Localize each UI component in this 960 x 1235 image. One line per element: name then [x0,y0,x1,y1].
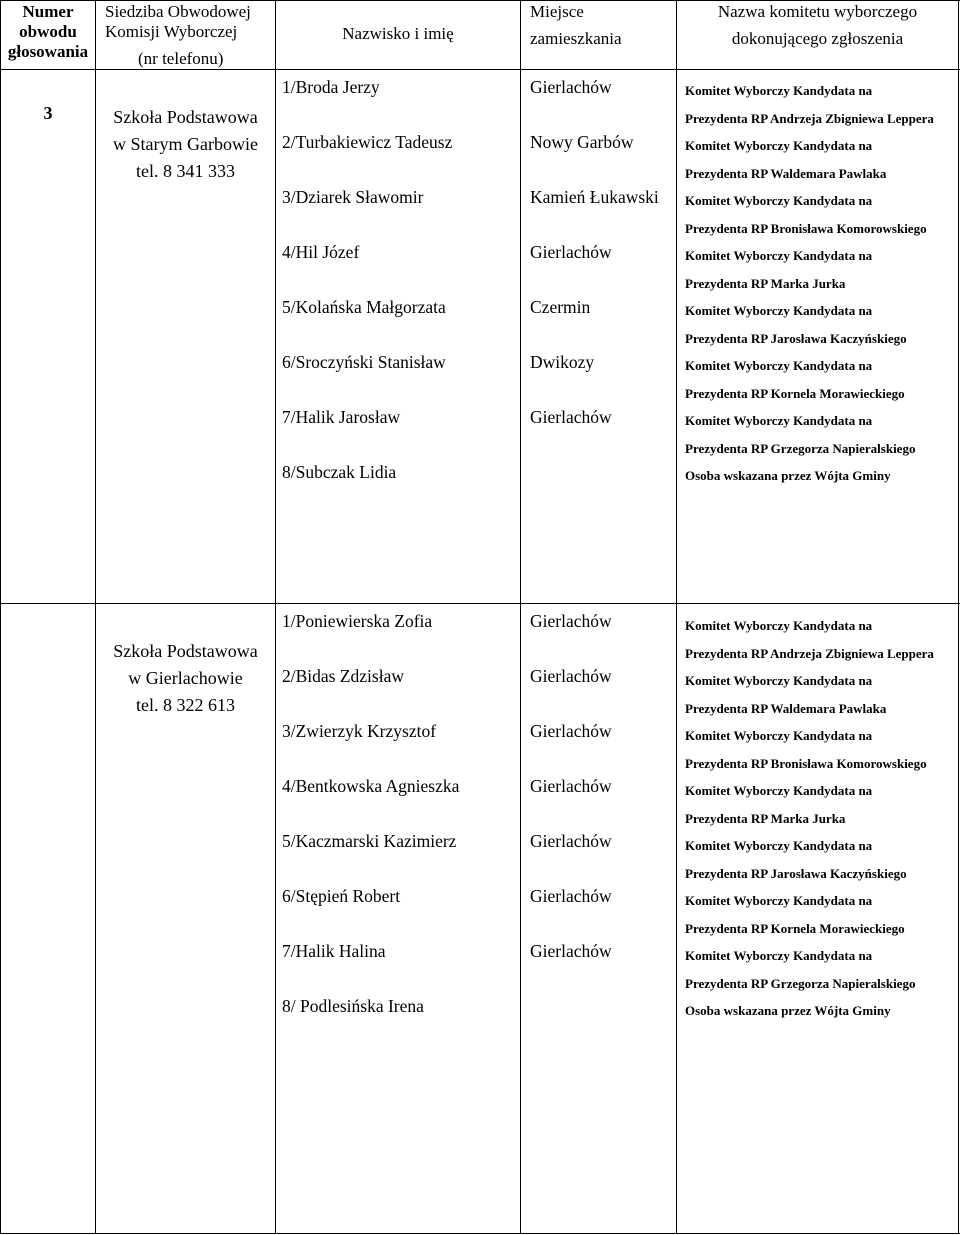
header-site-line: Siedziba Obwodowej [105,2,251,21]
member-residence: Gierlachów [530,77,612,97]
committee-line: Komitet Wyborczy Kandydata na [685,303,873,318]
committee-line: Prezydenta RP Jarosława Kaczyńskiego [685,866,907,881]
member-residence: Gierlachów [530,941,612,961]
committee-line: Komitet Wyborczy Kandydata na [685,618,873,633]
member-name: 3/Dziarek Sławomir [282,187,424,207]
member-name: 6/Stępień Robert [282,886,401,906]
committee-line: Komitet Wyborczy Kandydata na [685,138,873,153]
section-divider [0,603,960,604]
column-border [95,0,96,1234]
header-number-line: Numer [22,2,74,21]
committee-line: Komitet Wyborczy Kandydata na [685,783,873,798]
member-residence: Gierlachów [530,407,612,427]
member-residence: Nowy Garbów [530,132,634,152]
commission-site-line: tel. 8 322 613 [136,695,235,715]
header-site-line: (nr telefonu) [138,49,224,68]
member-name: 1/Broda Jerzy [282,77,380,97]
member-residence: Kamień Łukawski [530,187,659,207]
committee-line: Komitet Wyborczy Kandydata na [685,358,873,373]
commission-site-line: tel. 8 341 333 [136,161,235,181]
committee-line: Prezydenta RP Marka Jurka [685,811,846,826]
committee-line: Prezydenta RP Waldemara Pawlaka [685,166,887,181]
district-number: 3 [43,103,53,123]
committee-line: Osoba wskazana przez Wójta Gminy [685,1003,891,1018]
member-name: 7/Halik Jarosław [282,407,401,427]
commission-site-line: Szkoła Podstawowa [113,107,258,127]
committee-line: Prezydenta RP Jarosława Kaczyńskiego [685,331,907,346]
member-residence: Gierlachów [530,242,612,262]
committee-line: Prezydenta RP Grzegorza Napieralskiego [685,976,916,991]
member-name: 4/Hil Józef [282,242,360,262]
member-residence: Gierlachów [530,776,612,796]
committee-line: Prezydenta RP Waldemara Pawlaka [685,701,887,716]
member-name: 1/Poniewierska Zofia [282,611,433,631]
member-residence: Gierlachów [530,886,612,906]
committee-line: Prezydenta RP Andrzeja Zbigniewa Leppera [685,646,934,661]
header-site-line: Komisji Wyborczej [105,22,238,41]
member-name: 8/ Podlesińska Irena [282,996,424,1016]
member-name: 2/Bidas Zdzisław [282,666,404,686]
committee-line: Komitet Wyborczy Kandydata na [685,728,873,743]
committee-line: Komitet Wyborczy Kandydata na [685,83,873,98]
committee-line: Osoba wskazana przez Wójta Gminy [685,468,891,483]
header-bottom-border [0,69,960,70]
committee-line: Komitet Wyborczy Kandydata na [685,948,873,963]
committee-line: Prezydenta RP Kornela Morawieckiego [685,386,905,401]
commission-site-line: w Starym Garbowie [113,134,258,154]
committee-line: Komitet Wyborczy Kandydata na [685,893,873,908]
committee-line: Komitet Wyborczy Kandydata na [685,248,873,263]
commission-site-line: Szkoła Podstawowa [113,641,258,661]
committee-line: Komitet Wyborczy Kandydata na [685,193,873,208]
member-residence: Gierlachów [530,721,612,741]
member-name: 6/Sroczyński Stanisław [282,352,446,372]
committee-line: Prezydenta RP Bronisława Komorowskiego [685,221,927,236]
member-name: 2/Turbakiewicz Tadeusz [282,132,453,152]
header-residence-line: zamieszkania [530,29,622,48]
committee-line: Prezydenta RP Grzegorza Napieralskiego [685,441,916,456]
column-border [676,0,677,1234]
committee-line: Prezydenta RP Kornela Morawieckiego [685,921,905,936]
table-bottom-border [0,1233,960,1234]
member-residence: Gierlachów [530,831,612,851]
commission-site-line: w Gierlachowie [128,668,243,688]
member-name: 5/Kaczmarski Kazimierz [282,831,457,851]
committee-line: Komitet Wyborczy Kandydata na [685,673,873,688]
column-border [0,0,1,1234]
committee-line: Komitet Wyborczy Kandydata na [685,838,873,853]
committee-line: Prezydenta RP Marka Jurka [685,276,846,291]
member-residence: Gierlachów [530,666,612,686]
member-name: 4/Bentkowska Agnieszka [282,776,460,796]
column-border [275,0,276,1234]
committee-line: Prezydenta RP Bronisława Komorowskiego [685,756,927,771]
header-committee-line: Nazwa komitetu wyborczego [717,2,918,21]
member-name: 7/Halik Halina [282,941,386,961]
header-number-line: obwodu [19,22,77,41]
header-committee-line: dokonującego zgłoszenia [731,29,904,48]
member-residence: Dwikozy [530,352,595,372]
member-name: 3/Zwierzyk Krzysztof [282,721,437,741]
committee-line: Komitet Wyborczy Kandydata na [685,413,873,428]
member-name: 5/Kolańska Małgorzata [282,297,446,317]
table-top-border [0,0,960,1]
column-border [958,0,959,1234]
member-residence: Gierlachów [530,611,612,631]
member-residence: Czermin [530,297,591,317]
member-name: 8/Subczak Lidia [282,462,397,482]
column-border [520,0,521,1234]
committee-line: Prezydenta RP Andrzeja Zbigniewa Leppera [685,111,934,126]
header-name: Nazwisko i imię [342,24,454,43]
header-residence-line: Miejsce [530,2,584,21]
header-number-line: głosowania [7,42,89,61]
